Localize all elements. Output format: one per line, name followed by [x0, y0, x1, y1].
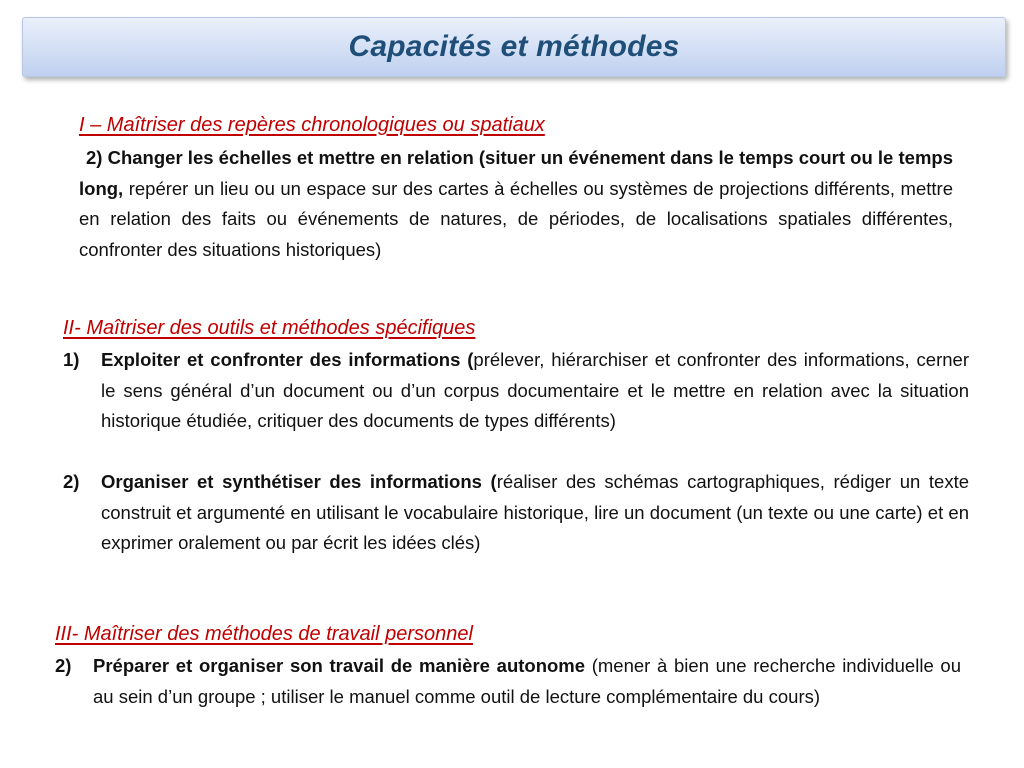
list-number: 1) — [63, 349, 80, 370]
list-item-text: prélever, hiérarchiser et confronter des informations, cerner le sens général d’un document ou d’un corpus documentaire et le mettre en relation avec la situation historique étudiée, critiquer des documents de types différents) — [101, 349, 969, 431]
list-number: 2) — [63, 471, 80, 492]
section-1-heading: I – Maîtriser des repères chronologiques ou spatiaux — [79, 114, 545, 136]
section-1-bold-text: 2) Changer les échelles et mettre en relation (situer un événement dans le temps court ou le temps long, — [79, 147, 953, 199]
section-2-item-2 — [63, 467, 969, 559]
section-3-item-1 — [55, 651, 961, 712]
title-banner — [22, 17, 1006, 77]
list-number: 2) — [55, 655, 72, 676]
slide-title: Capacités et méthodes — [348, 30, 680, 63]
section-2-heading: II- Maîtriser des outils et méthodes spécifiques — [63, 317, 476, 339]
list-item-text: (mener à bien une recherche individuelle ou au sein d’un groupe ; utiliser le manuel comme outil de lecture complémentaire du cours) — [93, 655, 962, 707]
list-item-bold: Préparer et organiser son travail de manière autonome — [93, 655, 586, 676]
list-item-bold: Organiser et synthétiser des informations ( — [101, 471, 497, 492]
section-2-item-1 — [63, 345, 969, 437]
list-item-body — [55, 651, 961, 712]
list-item-body — [63, 345, 969, 437]
section-1-paragraph — [79, 143, 953, 265]
list-item-bold: Exploiter et confronter des informations ( — [101, 349, 474, 370]
list-item-body — [63, 467, 969, 559]
section-3-heading: III- Maîtriser des méthodes de travail personnel — [55, 623, 473, 645]
section-1-text: repérer un lieu ou un espace sur des cartes à échelles ou systèmes de projections différents, mettre en relation des faits ou événements de natures, de périodes, de localisations spatiales différentes, confronter des situations historiques) — [79, 177, 953, 260]
list-item-text: réaliser des schémas cartographiques, rédiger un texte construit et argumenté en utilisant le vocabulaire historique, lire un document (un texte ou une carte) et en exprimer oralement ou par écrit les idées clés) — [101, 471, 969, 553]
